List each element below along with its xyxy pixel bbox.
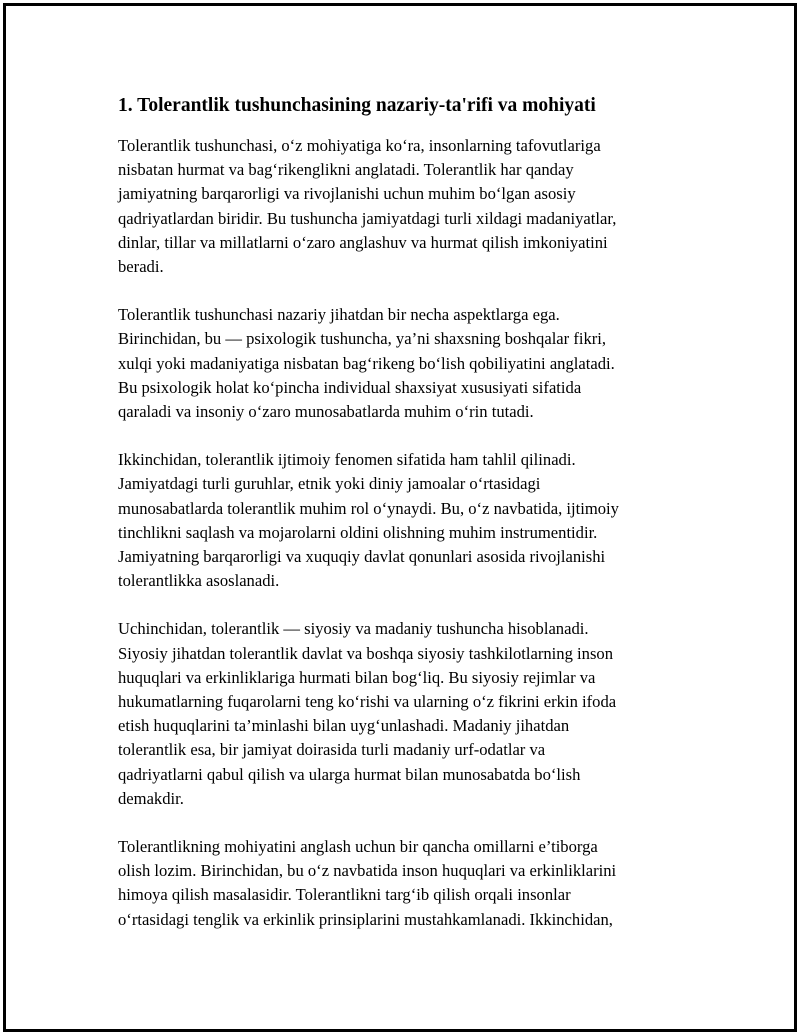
text-line: tolerantlik esa, bir jamiyat doirasida turli madaniy urf-odatlar va <box>118 740 546 760</box>
text-line: Ikkinchidan, tolerantlik ijtimoiy fenomen sifatida ham tahlil qilinadi. <box>118 450 576 470</box>
text-line: olish lozim. Birinchidan, bu o‘z navbatida inson huquqlari va erkinliklarini <box>118 861 617 881</box>
paragraph-gap <box>118 593 678 617</box>
document-body <box>118 92 678 932</box>
text-line: qaraladi va insoniy o‘zaro munosabatlarda muhim o‘rin tutadi. <box>118 402 534 422</box>
section-heading: 1. Tolerantlik tushunchasining nazariy-ta'rifi va mohiyati <box>118 95 596 116</box>
text-line: nisbatan hurmat va bag‘rikenglikni anglatadi. Tolerantlik har qanday <box>118 160 574 180</box>
text-line: etish huquqlarini ta’minlashi bilan uyg‘unlashadi. Madaniy jihatdan <box>118 716 570 736</box>
text-line: munosabatlarda tolerantlik muhim rol o‘ynaydi. Bu, o‘z navbatida, ijtimoiy <box>118 498 619 518</box>
paragraph-2 <box>118 303 678 424</box>
text-line: Jamiyatdagi turli guruhlar, etnik yoki diniy jamoalar o‘rtasidagi <box>118 474 541 494</box>
text-line: Tolerantlik tushunchasi, o‘z mohiyatiga ko‘ra, insonlarning tafovutlariga <box>118 136 601 155</box>
text-line: tolerantlikka asoslanadi. <box>118 571 280 591</box>
text-line: dinlar, tillar va millatlarni o‘zaro anglashuv va hurmat qilish imkoniyatini <box>118 232 608 252</box>
text-line: Tolerantlik tushunchasi nazariy jihatdan bir necha aspektlarga ega. <box>118 305 560 325</box>
paragraph-gap <box>118 811 678 835</box>
text-line: hukumatlarning fuqarolarni teng ko‘rishi va ularning o‘z fikrini erkin ifoda <box>118 692 617 712</box>
text-line: qadriyatlardan biridir. Bu tushuncha jamiyatdagi turli xildagi madaniyatlar, <box>118 208 617 228</box>
paragraph-4 <box>118 617 678 811</box>
text-line: Jamiyatning barqarorligi va xuquqiy davlat qonunlari asosida rivojlanishi <box>118 547 606 567</box>
text-line: o‘rtasidagi tenglik va erkinlik prinsiplarini mustahkamlanadi. Ikkinchidan, <box>118 909 613 929</box>
text-line: xulqi yoki madaniyatiga nisbatan bag‘rikeng bo‘lish qobiliyatini anglatadi. <box>118 353 615 373</box>
text-line: Uchinchidan, tolerantlik — siyosiy va madaniy tushuncha hisoblanadi. <box>118 619 589 639</box>
text-line: himoya qilish masalasidir. Tolerantlikni targ‘ib qilish orqali insonlar <box>118 885 571 905</box>
paragraph-gap <box>118 279 678 303</box>
text-line: demakdir. <box>118 788 184 808</box>
paragraph-3 <box>118 448 678 593</box>
text-line: jamiyatning barqarorligi va rivojlanishi uchun muhim bo‘lgan asosiy <box>118 184 576 204</box>
paragraph-5 <box>118 835 678 932</box>
text-line: beradi. <box>118 257 164 277</box>
paragraph-gap <box>118 424 678 448</box>
text-line: huquqlari va erkinliklariga hurmati bilan bog‘liq. Bu siyosiy rejimlar va <box>118 667 596 687</box>
text-line: qadriyatlarni qabul qilish va ularga hurmat bilan munosabatda bo‘lish <box>118 764 581 784</box>
text-line: Tolerantlikning mohiyatini anglash uchun bir qancha omillarni e’tiborga <box>118 837 598 857</box>
text-line: tinchlikni saqlash va mojarolarni oldini olishning muhim instrumentidir. <box>118 522 598 542</box>
text-line: Birinchidan, bu — psixologik tushuncha, ya’ni shaxsning boshqalar fikri, <box>118 329 607 349</box>
text-line: Siyosiy jihatdan tolerantlik davlat va boshqa siyosiy tashkilotlarning inson <box>118 643 613 663</box>
paragraph-1 <box>118 134 678 279</box>
text-line: Bu psixologik holat ko‘pincha individual shaxsiyat xususiyati sifatida <box>118 377 582 397</box>
